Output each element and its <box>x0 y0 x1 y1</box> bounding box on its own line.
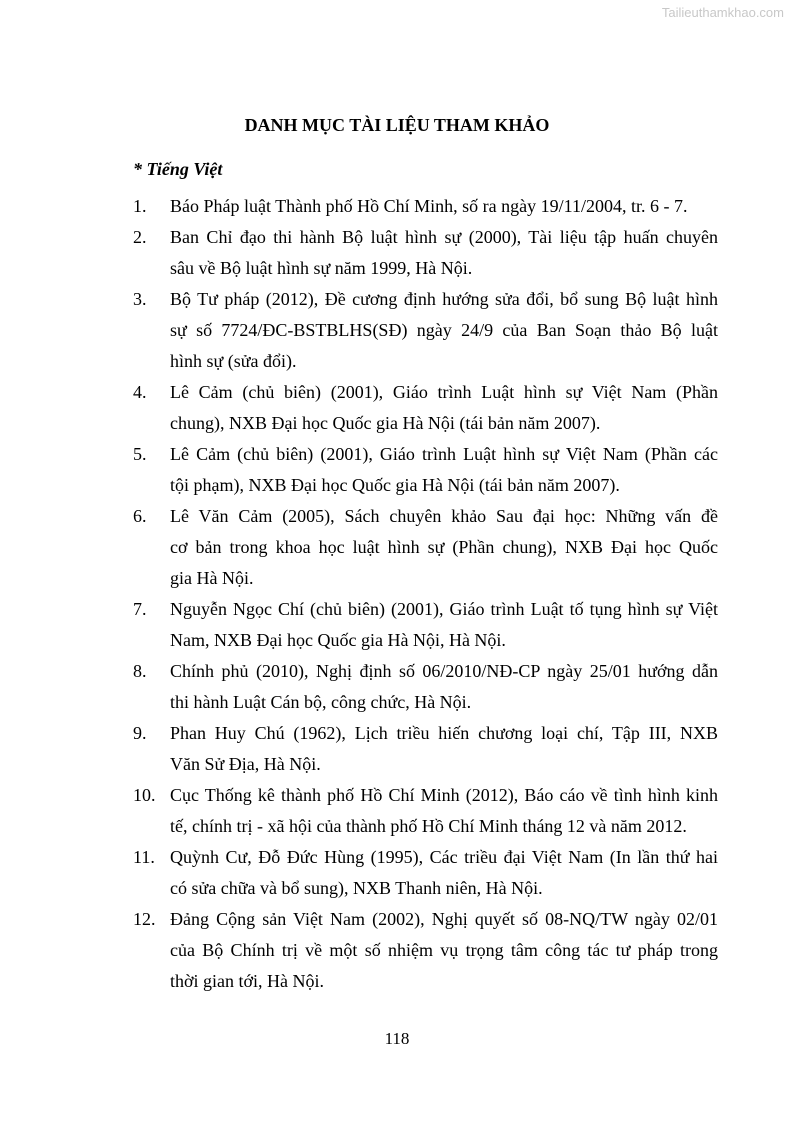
reference-line: Ban Chỉ đạo thi hành Bộ luật hình sự (2000), Tài liệu tập huấn chuyên <box>170 227 718 247</box>
reference-text <box>170 191 718 222</box>
reference-number: 8. <box>133 661 147 681</box>
reference-text <box>170 780 718 842</box>
reference-item <box>133 842 718 904</box>
reference-text <box>170 594 718 656</box>
reference-line: Bộ Tư pháp (2012), Đề cương định hướng sửa đổi, bổ sung Bộ luật hình <box>170 289 718 309</box>
reference-line: Lê Cảm (chủ biên) (2001), Giáo trình Luật hình sự Việt Nam (Phần <box>170 382 718 402</box>
reference-line: cơ bản trong khoa học luật hình sự (Phần chung), NXB Đại học Quốc <box>170 537 718 557</box>
reference-line: Đảng Cộng sản Việt Nam (2002), Nghị quyết số 08-NQ/TW ngày 02/01 <box>170 909 718 929</box>
reference-line: Báo Pháp luật Thành phố Hồ Chí Minh, số ra ngày 19/11/2004, tr. 6 - 7. <box>170 196 688 216</box>
reference-line: thi hành Luật Cán bộ, công chức, Hà Nội. <box>170 692 472 712</box>
page-number: 118 <box>384 1029 410 1048</box>
reference-item <box>133 780 718 842</box>
reference-line: có sửa chữa và bổ sung), NXB Thanh niên, Hà Nội. <box>170 878 543 898</box>
reference-number: 6. <box>133 506 147 526</box>
reference-number: 11. <box>133 847 155 867</box>
reference-number: 10. <box>133 785 156 805</box>
reference-number: 2. <box>133 227 147 247</box>
reference-list <box>133 191 718 997</box>
reference-line: Lê Cảm (chủ biên) (2001), Giáo trình Luật hình sự Việt Nam (Phần các <box>170 444 718 464</box>
reference-line: chung), NXB Đại học Quốc gia Hà Nội (tái bản năm 2007). <box>170 413 601 433</box>
reference-item <box>133 284 718 377</box>
reference-item <box>133 718 718 780</box>
reference-item <box>133 904 718 997</box>
reference-text <box>170 222 718 284</box>
reference-line: Văn Sử Địa, Hà Nội. <box>170 754 321 774</box>
reference-line: tội phạm), NXB Đại học Quốc gia Hà Nội (tái bản năm 2007). <box>170 475 620 495</box>
reference-item <box>133 222 718 284</box>
reference-line: tế, chính trị - xã hội của thành phố Hồ Chí Minh tháng 12 và năm 2012. <box>170 816 687 836</box>
reference-line: sự số 7724/ĐC-BSTBLHS(SĐ) ngày 24/9 của Ban Soạn thảo Bộ luật <box>170 320 718 340</box>
reference-item <box>133 594 718 656</box>
reference-line: Nguyễn Ngọc Chí (chủ biên) (2001), Giáo trình Luật tố tụng hình sự Việt <box>170 599 718 619</box>
reference-line: Cục Thống kê thành phố Hồ Chí Minh (2012), Báo cáo về tình hình kinh <box>170 785 718 805</box>
section-heading: * Tiếng Việt <box>133 159 223 179</box>
reference-text <box>170 284 718 377</box>
reference-text <box>170 904 718 997</box>
reference-item <box>133 439 718 501</box>
reference-item <box>133 377 718 439</box>
reference-line: của Bộ Chính trị về một số nhiệm vụ trọng tâm công tác tư pháp trong <box>170 940 718 960</box>
reference-number: 9. <box>133 723 147 743</box>
reference-item <box>133 656 718 718</box>
reference-line: sâu về Bộ luật hình sự năm 1999, Hà Nội. <box>170 258 473 278</box>
page-title: DANH MỤC TÀI LIỆU THAM KHẢO <box>244 115 550 135</box>
reference-item <box>133 191 718 222</box>
reference-line: Quỳnh Cư, Đỗ Đức Hùng (1995), Các triều đại Việt Nam (In lần thứ hai <box>170 847 718 867</box>
reference-line: thời gian tới, Hà Nội. <box>170 971 325 991</box>
reference-line: Nam, NXB Đại học Quốc gia Hà Nội, Hà Nội. <box>170 630 506 650</box>
reference-text <box>170 377 718 439</box>
reference-number: 12. <box>133 909 156 929</box>
reference-text <box>170 501 718 594</box>
reference-line: gia Hà Nội. <box>170 568 254 588</box>
reference-line: Lê Văn Cảm (2005), Sách chuyên khảo Sau đại học: Những vấn đề <box>170 506 718 526</box>
reference-line: Chính phủ (2010), Nghị định số 06/2010/NĐ-CP ngày 25/01 hướng dẫn <box>170 661 718 681</box>
reference-text <box>170 439 718 501</box>
reference-text <box>170 718 718 780</box>
reference-number: 3. <box>133 289 147 309</box>
reference-line: hình sự (sửa đổi). <box>170 351 297 371</box>
reference-text <box>170 842 718 904</box>
reference-number: 1. <box>133 196 147 216</box>
reference-line: Phan Huy Chú (1962), Lịch triều hiến chương loại chí, Tập III, NXB <box>170 723 718 743</box>
reference-number: 7. <box>133 599 147 619</box>
reference-text <box>170 656 718 718</box>
reference-number: 4. <box>133 382 147 402</box>
reference-item <box>133 501 718 594</box>
reference-number: 5. <box>133 444 147 464</box>
watermark: Tailieuthamkhao.com <box>661 5 784 20</box>
